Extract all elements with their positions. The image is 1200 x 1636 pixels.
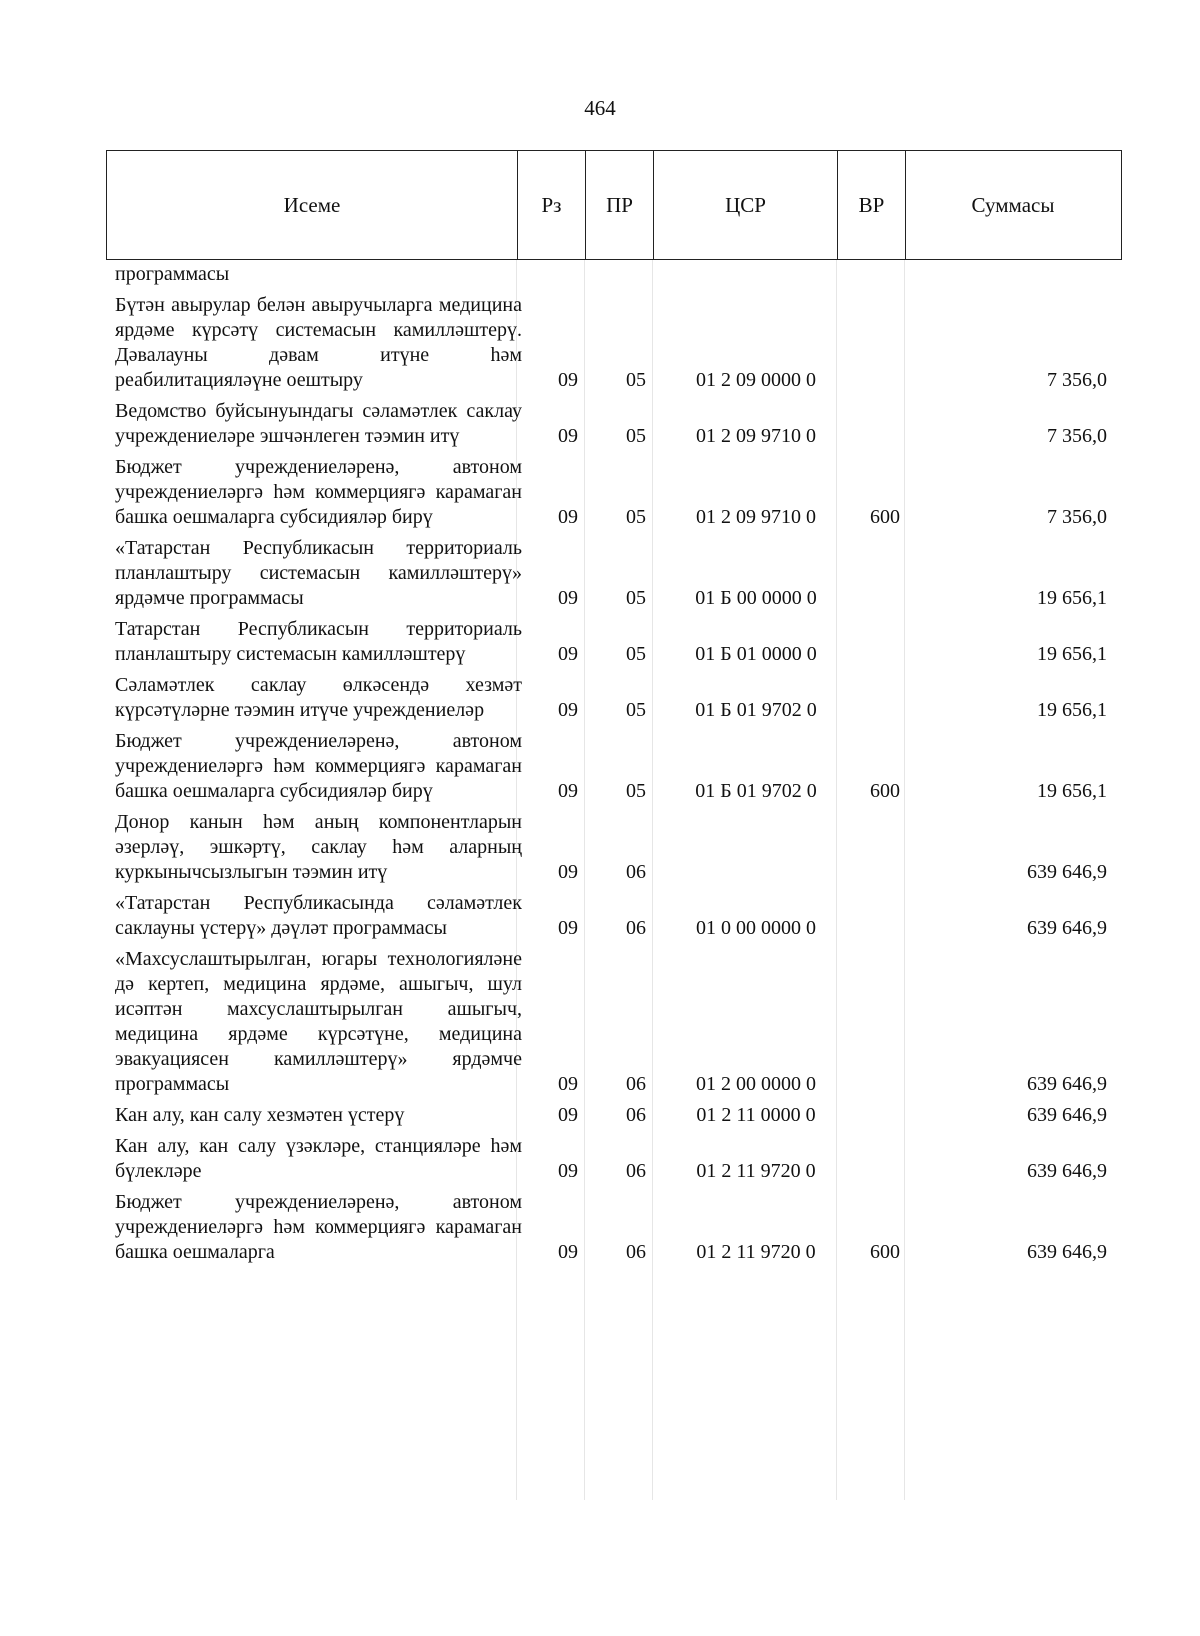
row-csr: 01 0 00 0000 0 — [696, 917, 816, 939]
row-name: «Татарстан Республикасында сәламәтлек саклауны үстерү» дәүләт программасы — [115, 892, 522, 939]
table-header — [106, 150, 1122, 260]
row-csr: 01 Б 01 9702 0 — [695, 780, 817, 802]
row-name: Кан алу, кан салу хезмәтен үстерү — [115, 1104, 405, 1126]
row-csr: 01 2 11 0000 0 — [696, 1104, 816, 1126]
row-pr: 06 — [626, 1104, 646, 1126]
row-pr: 06 — [626, 1160, 646, 1182]
row-name: Сәламәтлек саклау өлкәсендә хезмәт күрсәтүләрне тәэмин итүче учреждениеләр — [115, 674, 522, 721]
row-name: программасы — [115, 263, 230, 285]
table-body — [0, 262, 1200, 1271]
row-rz: 09 — [558, 780, 578, 802]
row-rz: 09 — [558, 917, 578, 939]
row-csr: 01 2 11 9720 0 — [696, 1160, 816, 1182]
row-pr: 05 — [626, 506, 646, 528]
row-csr: 01 2 09 9710 0 — [696, 506, 816, 528]
table-row — [0, 810, 1200, 885]
header-rz: Рз — [517, 151, 585, 259]
row-csr: 01 2 09 0000 0 — [696, 369, 816, 391]
table-row — [0, 262, 1200, 287]
table-row — [0, 1134, 1200, 1184]
row-csr: 01 Б 01 0000 0 — [695, 643, 817, 665]
row-sum: 7 356,0 — [1047, 369, 1107, 391]
row-pr: 05 — [626, 369, 646, 391]
header-csr: ЦСР — [653, 151, 837, 259]
table-row — [0, 1103, 1200, 1128]
row-csr: 01 2 09 9710 0 — [696, 425, 816, 447]
table-row — [0, 536, 1200, 611]
row-sum: 19 656,1 — [1037, 699, 1107, 721]
row-rz: 09 — [558, 861, 578, 883]
table-row — [0, 1190, 1200, 1265]
row-pr: 06 — [626, 861, 646, 883]
header-vr: ВР — [837, 151, 905, 259]
row-pr: 05 — [626, 587, 646, 609]
table-row — [0, 399, 1200, 449]
row-rz: 09 — [558, 643, 578, 665]
row-sum: 639 646,9 — [1027, 1241, 1107, 1263]
row-vr: 600 — [870, 780, 900, 802]
row-rz: 09 — [558, 1241, 578, 1263]
row-name: Бюджет учреждениеләренә, автоном учреждениеләргә һәм коммерциягә карамаган башка оешмаларга субсидияләр бирү — [115, 456, 522, 528]
row-vr: 600 — [870, 1241, 900, 1263]
page-number: 464 — [584, 96, 616, 120]
row-pr: 05 — [626, 425, 646, 447]
table-row — [0, 293, 1200, 393]
table-row — [0, 947, 1200, 1097]
row-pr: 05 — [626, 699, 646, 721]
row-name: Ведомство буйсынуындагы сәламәтлек саклау учреждениеләре эшчәнлеген тәэмин итү — [115, 400, 522, 447]
row-sum: 639 646,9 — [1027, 861, 1107, 883]
table-row — [0, 617, 1200, 667]
row-rz: 09 — [558, 506, 578, 528]
header-sum: Суммасы — [905, 151, 1120, 259]
row-pr: 05 — [626, 780, 646, 802]
row-sum: 7 356,0 — [1047, 506, 1107, 528]
row-rz: 09 — [558, 1104, 578, 1126]
row-name: Бүтән авырулар белән авыручыларга медицина ярдәме күрсәтү системасын камилләштерү. Дәвалауны дәвам итүне һәм реабилитацияләүне оештыру — [115, 294, 522, 391]
row-sum: 639 646,9 — [1027, 1073, 1107, 1095]
row-csr: 01 Б 00 0000 0 — [695, 587, 817, 609]
row-name: Татарстан Республикасын территориаль планлаштыру системасын камилләштерү — [115, 618, 522, 665]
row-sum: 19 656,1 — [1037, 780, 1107, 802]
row-csr: 01 2 00 0000 0 — [696, 1073, 816, 1095]
row-sum: 19 656,1 — [1037, 587, 1107, 609]
row-name: «Татарстан Республикасын территориаль планлаштыру системасын камилләштерү» ярдәмче программасы — [115, 537, 522, 609]
row-sum: 639 646,9 — [1027, 917, 1107, 939]
row-rz: 09 — [558, 587, 578, 609]
row-sum: 7 356,0 — [1047, 425, 1107, 447]
row-name: Донор канын һәм аның компонентларын әзерләү, эшкәртү, саклау һәм аларның куркынычсызлыгын тәэмин итү — [115, 811, 522, 883]
row-name: Бюджет учреждениеләренә, автоном учреждениеләргә һәм коммерциягә карамаган башка оешмаларга — [115, 1191, 522, 1263]
row-pr: 06 — [626, 1073, 646, 1095]
row-sum: 19 656,1 — [1037, 643, 1107, 665]
table-row — [0, 455, 1200, 530]
row-rz: 09 — [558, 425, 578, 447]
row-rz: 09 — [558, 369, 578, 391]
row-name: Кан алу, кан салу үзәкләре, станцияләре һәм бүлекләре — [115, 1135, 522, 1182]
header-name: Исеме — [283, 192, 341, 217]
row-name: «Махсуслаштырылган, югары технологияләне дә кертеп, медицина ярдәме, ашыгыч, шул исәптән махсуслаштырылган ашыгыч, медицина ярдәме күрсәтүне, медицина эвакуациясен камилләштерү» ярдәмче программасы — [115, 948, 522, 1095]
row-csr: 01 Б 01 9702 0 — [695, 699, 817, 721]
row-csr: 01 2 11 9720 0 — [696, 1241, 816, 1263]
header-pr: ПР — [585, 151, 653, 259]
row-rz: 09 — [558, 1160, 578, 1182]
row-rz: 09 — [558, 699, 578, 721]
row-name: Бюджет учреждениеләренә, автоном учреждениеләргә һәм коммерциягә карамаган башка оешмаларга субсидияләр бирү — [115, 730, 522, 802]
row-pr: 06 — [626, 917, 646, 939]
row-pr: 05 — [626, 643, 646, 665]
table-row — [0, 729, 1200, 804]
row-sum: 639 646,9 — [1027, 1104, 1107, 1126]
table-row — [0, 891, 1200, 941]
table-row — [0, 673, 1200, 723]
row-rz: 09 — [558, 1073, 578, 1095]
row-pr: 06 — [626, 1241, 646, 1263]
row-vr: 600 — [870, 506, 900, 528]
row-sum: 639 646,9 — [1027, 1160, 1107, 1182]
